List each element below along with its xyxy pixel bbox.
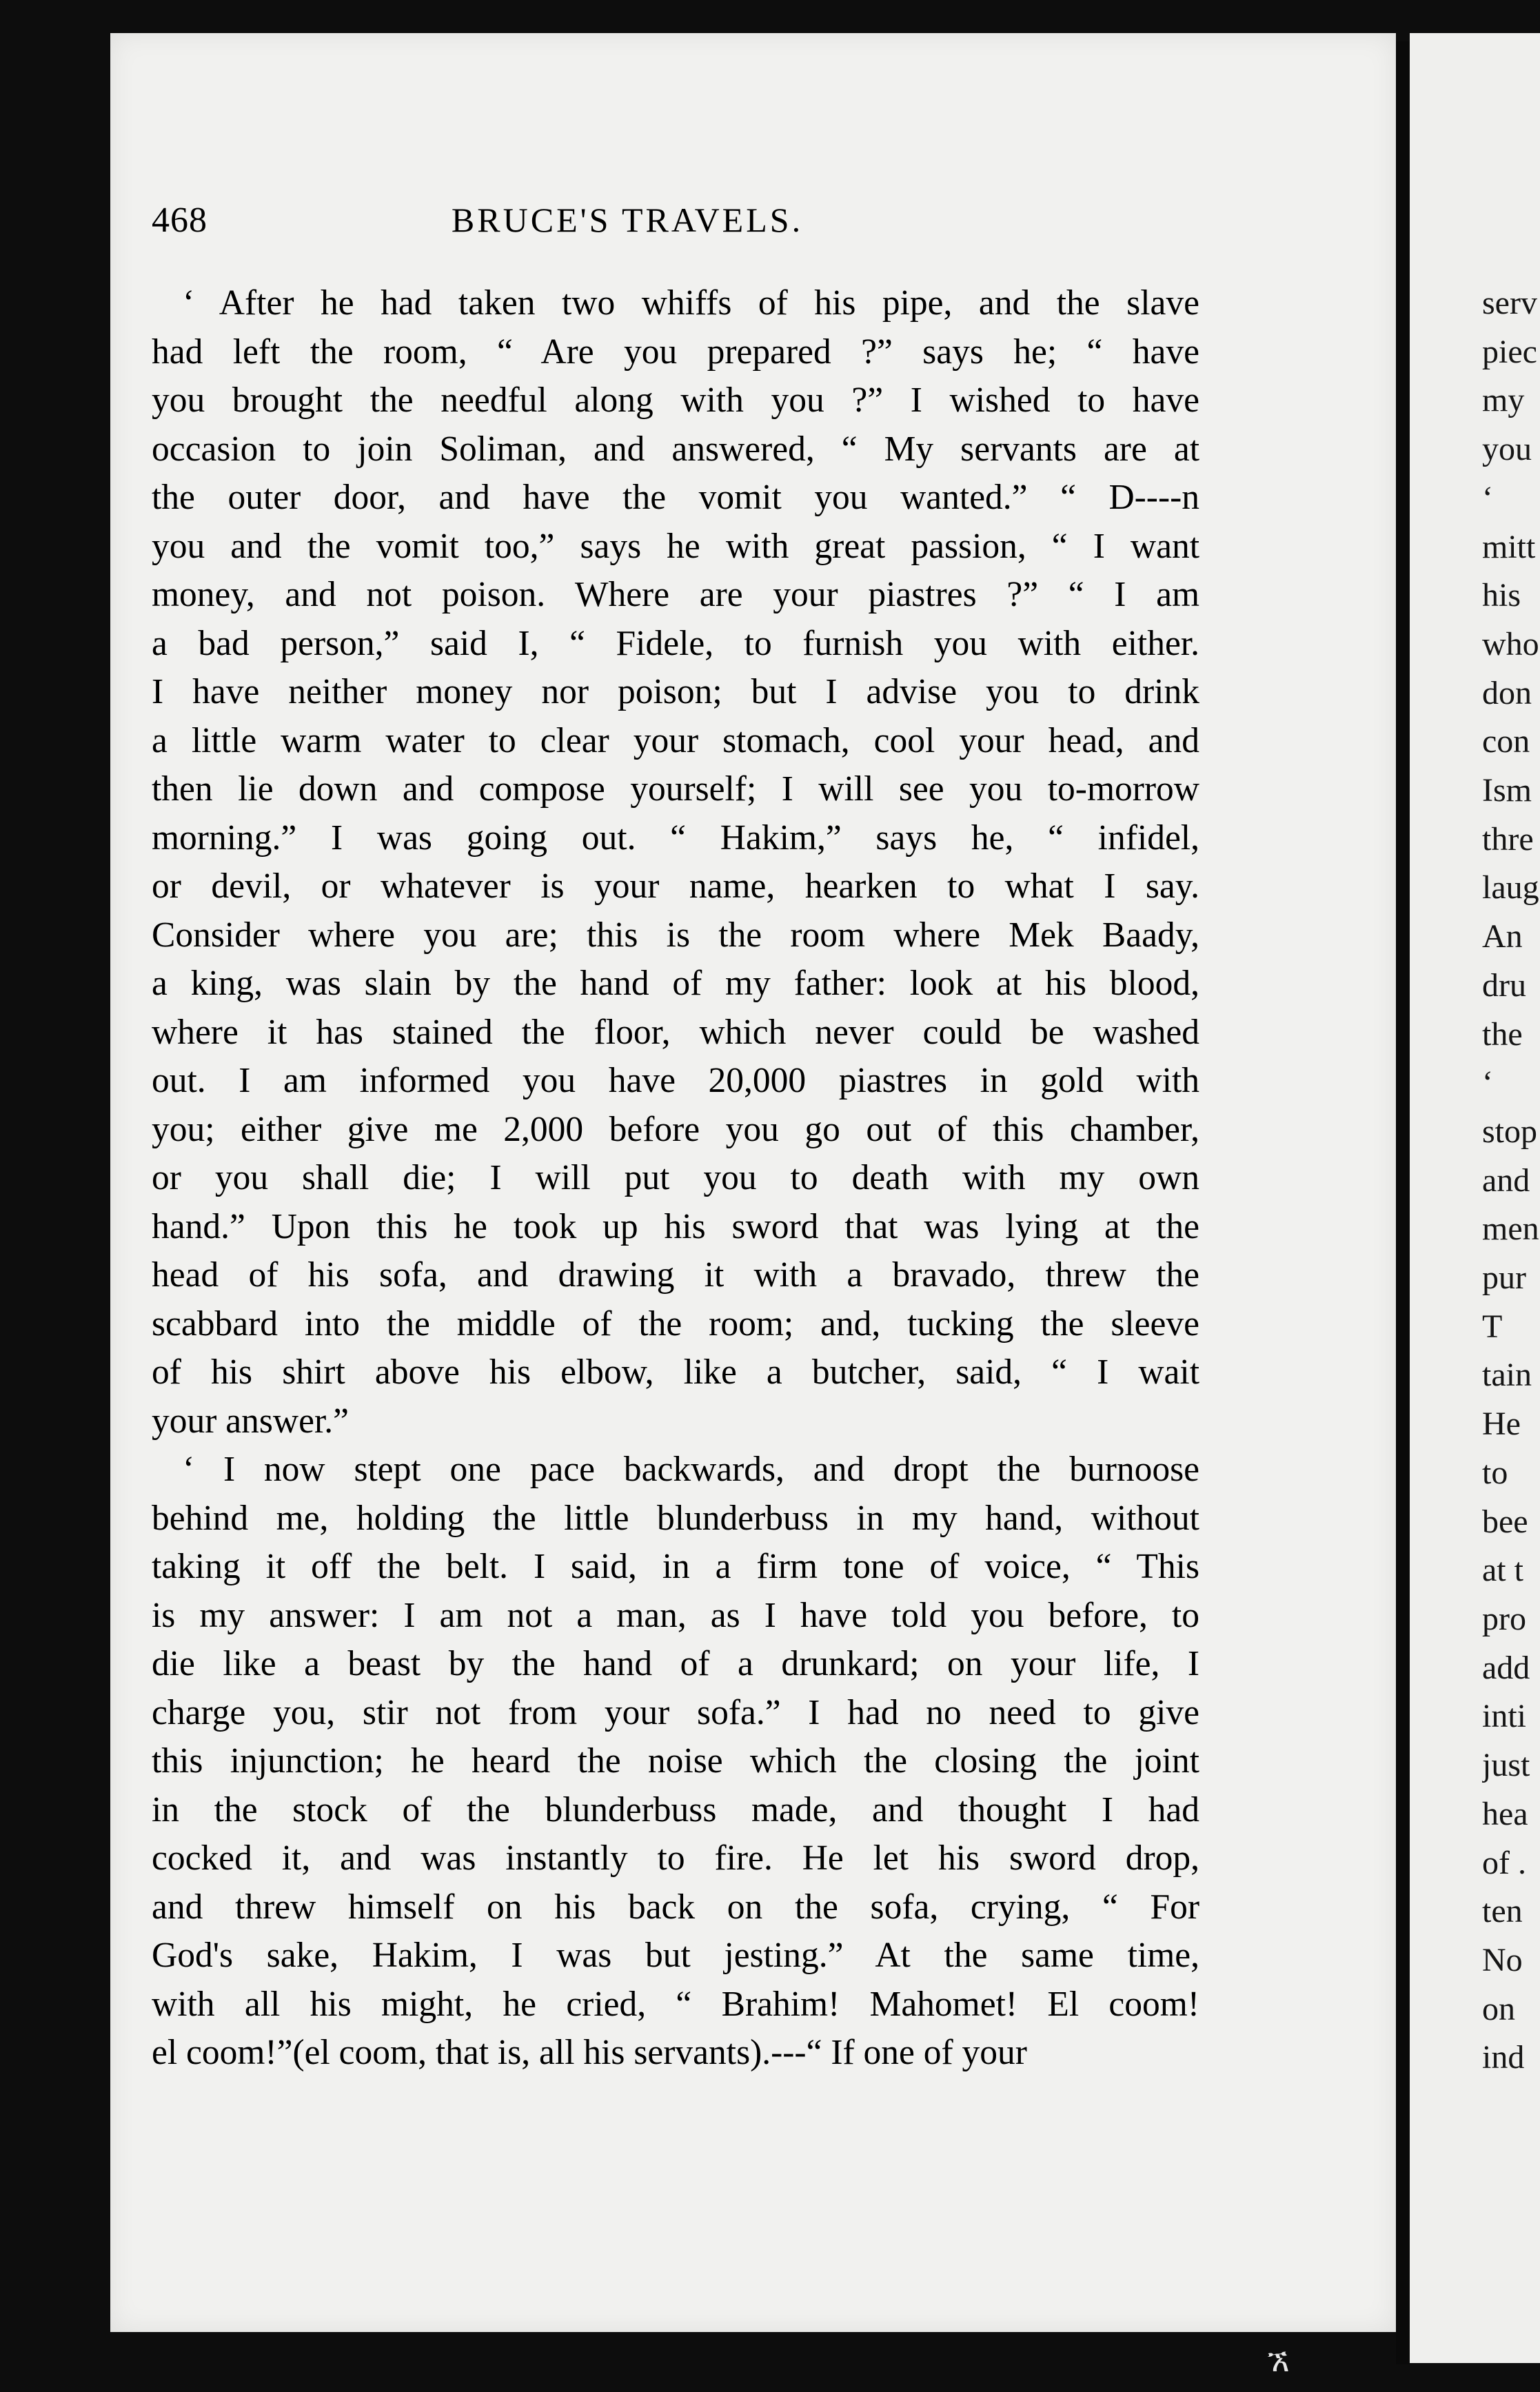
facing-page-fragment: serv (1482, 285, 1537, 321)
facing-page-fragment: the (1482, 1015, 1523, 1053)
text-line: had left the room, “ Are you prepared ?” says he; “ have (152, 332, 1199, 372)
facing-page-fragment: con (1482, 723, 1530, 760)
text-line: cocked it, and was instantly to fire. He let his sword drop, (152, 1838, 1199, 1878)
text-line: or devil, or whatever is your name, hearken to what I say. (152, 866, 1199, 906)
text-line: morning.” I was going out. “ Hakim,” says he, “ infidel, (152, 818, 1199, 858)
text-line: then lie down and compose yourself; I will see you to-morrow (152, 769, 1199, 809)
facing-page-fragment: Ism (1482, 772, 1532, 809)
text-line: die like a beast by the hand of a drunkard; on your life, I (152, 1644, 1199, 1683)
text-line: taking it off the belt. I said, in a firm tone of voice, “ This (152, 1547, 1199, 1586)
text-line: and threw himself on his back on the sofa, crying, “ For (152, 1887, 1199, 1927)
text-line: a little warm water to clear your stomach, cool your head, and (152, 720, 1199, 760)
text-line: of his shirt above his elbow, like a butcher, said, “ I wait (152, 1352, 1199, 1392)
facing-page-fragment: ind (1482, 2039, 1525, 2076)
facing-page-fragment: add (1482, 1649, 1530, 1686)
facing-page-fragment: to (1482, 1454, 1508, 1491)
facing-page-fragment: inti (1482, 1698, 1527, 1735)
facing-page-fragment: ‘ (1482, 1064, 1493, 1102)
facing-page-fragment: thre (1482, 820, 1534, 858)
facing-page-fragment: tain (1482, 1357, 1532, 1394)
text-line: a king, was slain by the hand of my father: look at his blood, (152, 964, 1199, 1003)
text-line: out. I am informed you have 20,000 piastres in gold with (152, 1061, 1199, 1100)
text-line: money, and not poison. Where are your piastres ?” “ I am (152, 575, 1199, 614)
scan-mark: ኧ (1267, 2344, 1290, 2378)
facing-page-fragment: dru (1482, 966, 1526, 1004)
text-line: scabbard into the middle of the room; and, tucking the sleeve (152, 1304, 1199, 1344)
facing-page-fragment: pro (1482, 1600, 1526, 1637)
text-line: this injunction; he heard the noise which the closing the joint (152, 1741, 1199, 1781)
text-line: God's sake, Hakim, I was but jesting.” At the same time, (152, 1936, 1199, 1975)
text-line: you brought the needful along with you ?” I wished to have (152, 381, 1199, 420)
facing-page-fragment: ten (1482, 1893, 1523, 1930)
facing-page-fragment: No (1482, 1941, 1523, 1978)
facing-page-fragment: laug (1482, 869, 1539, 906)
facing-page-fragment: T (1482, 1308, 1503, 1345)
facing-page-fragment: you (1482, 431, 1532, 468)
text-line: the outer door, and have the vomit you wanted.” “ D----n (152, 478, 1199, 517)
text-line: or you shall die; I will put you to death with my own (152, 1158, 1199, 1197)
facing-page-fragment: at t (1482, 1552, 1523, 1589)
facing-page-text (1482, 279, 1540, 2082)
facing-page-fragment: his (1482, 577, 1521, 614)
text-line: with all his might, he cried, “ Brahim! Mahomet! El coom! (152, 1984, 1199, 2024)
book-gutter (1396, 41, 1410, 2364)
facing-page-fragment: don (1482, 674, 1532, 711)
facing-page-fragment: pur (1482, 1259, 1526, 1297)
text-line: where it has stained the floor, which never could be washed (152, 1012, 1199, 1052)
text-line: you and the vomit too,” says he with great passion, “ I want (152, 526, 1199, 566)
facing-page-fragment: He (1482, 1406, 1521, 1443)
facing-page-fragment: who (1482, 625, 1539, 662)
facing-page-fragment: of . (1482, 1844, 1526, 1881)
facing-page-fragment: just (1482, 1747, 1530, 1784)
text-line: head of his sofa, and drawing it with a bravado, threw the (152, 1255, 1199, 1295)
text-line: behind me, holding the little blunderbuss in my hand, without (152, 1498, 1199, 1538)
facing-page-fragment: and (1482, 1162, 1530, 1199)
text-line: you; either give me 2,000 before you go out of this chamber, (152, 1109, 1199, 1149)
text-line: el coom!”(el coom, that is, all his servants).---“ If one of your (152, 2033, 1027, 2072)
facing-page-fragment: hea (1482, 1795, 1528, 1832)
text-line: hand.” Upon this he took up his sword that was lying at the (152, 1206, 1199, 1246)
facing-page-fragment: my (1482, 382, 1525, 419)
facing-page-fragment: An (1482, 918, 1523, 955)
facing-page-fragment: stop (1482, 1113, 1538, 1150)
text-line: occasion to join Soliman, and answered, “ My servants are at (152, 429, 1199, 469)
text-line: is my answer: I am not a man, as I have told you before, to (152, 1595, 1199, 1635)
facing-page-fragment: bee (1482, 1503, 1528, 1540)
facing-page-fragment: on (1482, 1990, 1515, 2027)
text-line: in the stock of the blunderbuss made, and thought I had (152, 1790, 1199, 1830)
text-line: I have neither money nor poison; but I advise you to drink (152, 672, 1199, 711)
running-title: BRUCE'S TRAVELS. (451, 201, 804, 239)
facing-page-fragment: piec (1482, 333, 1537, 370)
page-number: 468 (152, 201, 207, 240)
text-line: Consider where you are; this is the room where Mek Baady, (152, 915, 1199, 955)
text-line: charge you, stir not from your sofa.” I had no need to give (152, 1692, 1199, 1732)
facing-page-fragment: ‘ (1482, 479, 1493, 516)
text-line: your answer.” (152, 1401, 349, 1441)
text-line: a bad person,” said I, “ Fidele, to furnish you with either. (152, 623, 1199, 663)
text-line: ‘ I now stept one pace backwards, and dropt the burnoose (183, 1450, 1199, 1489)
text-line: ‘ After he had taken two whiffs of his pipe, and the slave (183, 283, 1199, 323)
facing-page-fragment: men (1482, 1210, 1539, 1248)
body-text (152, 279, 1199, 2078)
facing-page-fragment: mitt (1482, 528, 1536, 565)
page-header (152, 200, 1062, 248)
